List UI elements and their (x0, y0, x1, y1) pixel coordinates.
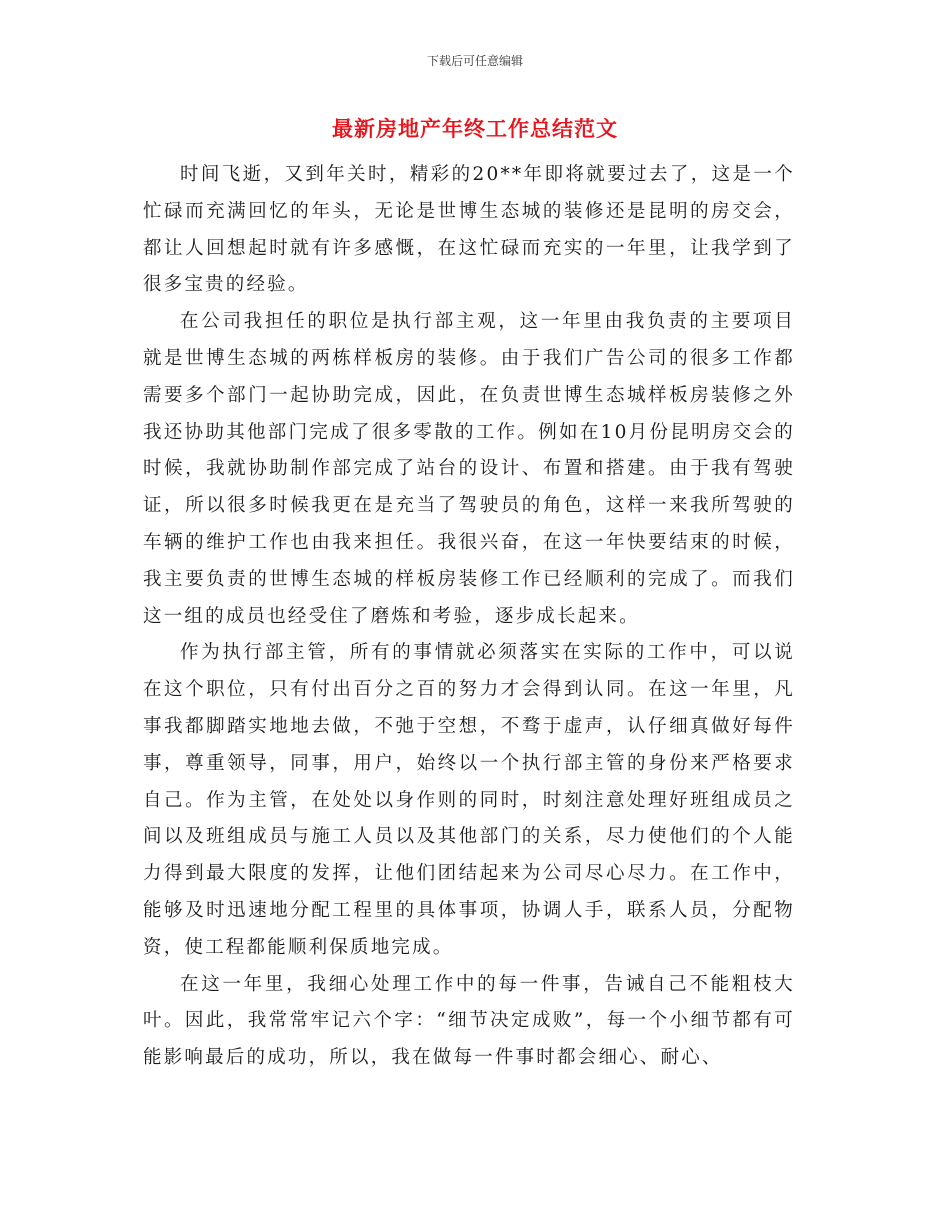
paragraph: 在公司我担任的职位是执行部主观，这一年里由我负责的主要项目就是世博生态城的两栋样板房的装修。由于我们广告公司的很多工作都需要多个部门一起协助完成，因此，在负责世博生态城样板房装修之外我还协助其他部门完成了很多零散的工作。例如在10月份昆明房交会的时候，我就协助制作部完成了站台的设计、布置和搭建。由于我有驾驶证，所以很多时候我更在是充当了驾驶员的角色，这样一来我所驾驶的车辆的维护工作也由我来担任。我很兴奋，在这一年快要结束的时候，我主要负责的世博生态城的样板房装修工作已经顺利的完成了。而我们这一组的成员也经受住了磨炼和考验，逐步成长起来。 (143, 311, 795, 627)
paragraph: 在这一年里，我细心处理工作中的每一件事，告诫自己不能粗枝大叶。因此，我常常牢记六个字：“细节决定成败”，每一个小细节都有可能影响最后的成功，所以，我在做每一件事时都会细心、耐心、 (143, 973, 795, 1069)
document-body (143, 157, 795, 1077)
header-note: 下载后可任意编辑 (426, 54, 523, 68)
paragraph: 时间飞逝，又到年关时，精彩的20**年即将就要过去了，这是一个忙碌而充满回忆的年头，无论是世博生态城的装修还是昆明的房交会，都让人回想起时就有许多感慨，在这忙碌而充实的一年里，让我学到了很多宝贵的经验。 (143, 164, 795, 296)
document-title: 最新房地产年终工作总结范文 (332, 116, 618, 141)
paragraph: 作为执行部主管，所有的事情就必须落实在实际的工作中，可以说在这个职位，只有付出百分之百的努力才会得到认同。在这一年里，凡事我都脚踏实地地去做，不弛于空想，不骛于虚声，认仔细真做好每件事，尊重领导，同事，用户，始终以一个执行部主管的身份来严格要求自己。作为主管，在处处以身作则的同时，时刻注意处理好班组成员之间以及班组成员与施工人员以及其他部门的关系，尽力使他们的个人能力得到最大限度的发挥，让他们团结起来为公司尽心尽力。在工作中，能够及时迅速地分配工程里的具体事项，协调人手，联系人员，分配物资，使工程都能顺利保质地完成。 (143, 642, 795, 958)
